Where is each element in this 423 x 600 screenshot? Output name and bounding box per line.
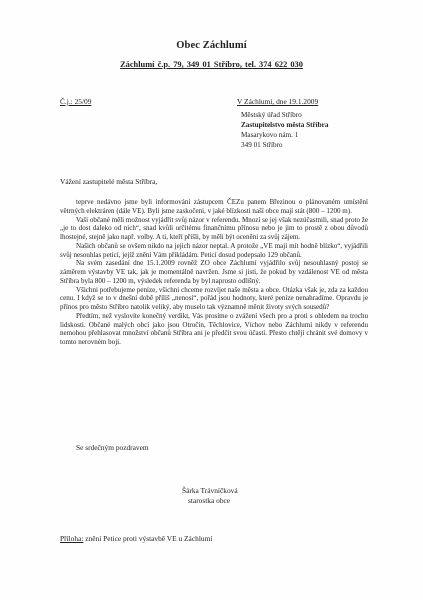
- paragraph-4: Na svém zasedání dne 15.1.2009 rovněž ZO obce Záchlumí vyjádřilo svůj nesouhlasný postoj se záměrem výstavby VE tak, jak je momentálně navržen. Jsme si jisti, že pokud by vzdálenost VE od města Stříbra byla 800 – 1200 m, výsledek referenda by byl naprosto odlišný.: [60, 259, 368, 285]
- salutation: Vážení zastupitelé města Stříbra,: [60, 177, 158, 186]
- paragraph-6: Předtím, než vyslovíte konečný verdikt, Vás prosíme o zvážení všech pro a proti s ohledem na trochu lidskosti. Občané malých obcí jako jsou Otročín, Těchlovice, Víchov nebo Záchlumí nikdy v referendu nemohou přehlasovat množství občanů Stříbra ani je předčit svou účastí. Přesto chtějí chránit své domovy v tomto nerovném boji.: [60, 311, 368, 346]
- reference-number: Č.j.: 25/09: [60, 97, 92, 106]
- signature-title: starostka obce: [188, 496, 231, 505]
- letterhead-address: Záchlumí č.p. 79, 349 01 Stříbro, tel. 374 622 030: [120, 60, 303, 69]
- place-date: V Záchlumí, dne 19.1.2009: [237, 97, 319, 106]
- attachment-text: znění Petice proti výstavbě VE u Záchlumí: [83, 534, 213, 543]
- closing: Se srdečným pozdravem: [76, 443, 149, 452]
- recipient-line-1: Městský úřad Stříbro: [241, 111, 302, 119]
- letter-body: [60, 198, 368, 347]
- recipient-block: [241, 111, 328, 151]
- paragraph-5: Všichni potřebujeme peníze, všichni chceme rozvíjet naše města a obce. Otázka však je, zda za každou cenu. I když se to v dnešní době příliš „nenosí“, pořád jsou hodnoty, které peníze nenahradíme. Opravdu je přínos pro město Stříbro natolik veliký, aby muselo tak významně měnit životy svých sousedů?: [60, 285, 368, 311]
- paragraph-1: teprve nedávno jsme byli informováni zástupcem ČEZu panem Březinou o plánovaném umístění větrných elektráren (dále VE). Byli jsme zaskočeni, v jaké blízkosti naší obce mají stát (800 – 1200 m).: [60, 198, 368, 215]
- recipient-line-3: Masarykovo nám. 1: [241, 130, 299, 139]
- attachment-label: Příloha:: [60, 534, 84, 543]
- signature-name: Šárka Trávníčková: [182, 486, 238, 495]
- recipient-line-4: 349 01 Stříbro: [241, 140, 283, 149]
- recipient-line-2: Zastupitelstvo města Stříbra: [241, 120, 329, 129]
- paragraph-2: Vaši občané měli možnost vyjádřit svůj názor v referendu. Mnozí se jej však nezúčastnili, snad proto že „je to dost daleko od nich“, snad kvůli určitému finančnímu přínosu nebo je jim to prostě z obou důvodů lhostejné, stejně jako např. volby. A ti, kteří přišli, by měli být oceněni za svůj zájem.: [60, 215, 368, 241]
- attachment-note: [60, 534, 212, 543]
- letterhead-title: Obec Záchlumí: [176, 40, 247, 51]
- paragraph-3: Našich občanů se ovšem nikdo na jejich názor neptal. A protože „VE mají mít hodně blízko“, vyjádřili svůj nesouhlas peticí, jejíž znění Vám přikládám. Peticí dosud podepsalo 129 občanů.: [60, 241, 368, 259]
